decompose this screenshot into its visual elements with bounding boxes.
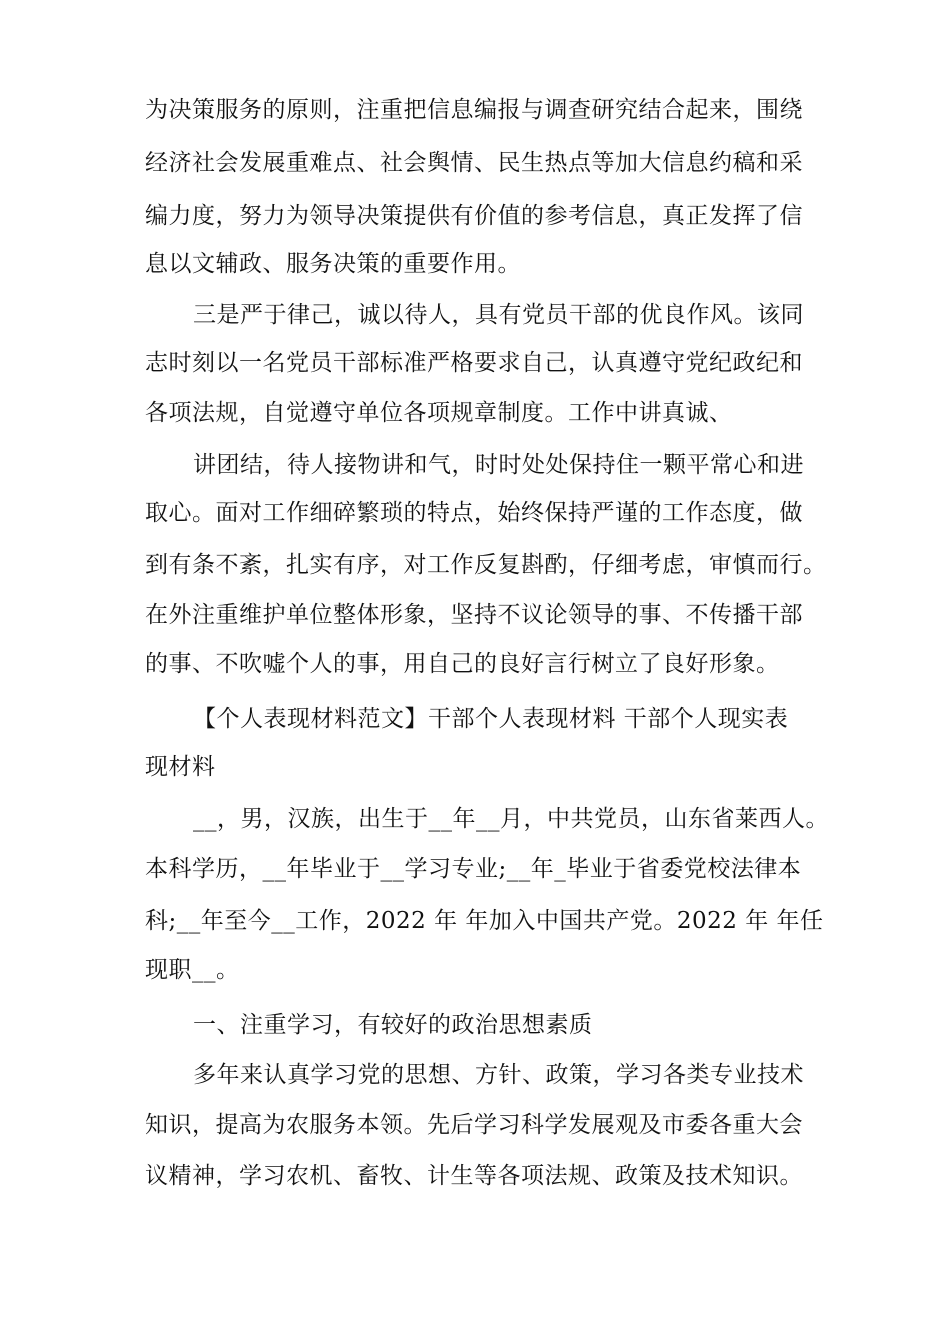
text-line: 取心。面对工作细碎繁琐的特点，始终保持严谨的工作态度，做 (145, 500, 803, 526)
text-line: 知识，提高为农服务本领。先后学习科学发展观及市委各重大会 (145, 1112, 803, 1138)
text-line: 各项法规，自觉遵守单位各项规章制度。工作中讲真诚、 (145, 400, 733, 426)
text-line: 现职__。 (145, 957, 240, 983)
text-line: 经济社会发展重难点、社会舆情、民生热点等加大信息约稿和采 (145, 150, 803, 176)
paragraph-start-line: 三是严于律己，诚以待人，具有党员干部的优良作风。该同 (193, 302, 804, 328)
text-line: 志时刻以一名党员干部标准严格要求自己，认真遵守党纪政纪和 (145, 350, 803, 376)
section-heading-line: 现材料 (145, 754, 216, 780)
heading-line: 一、注重学习，有较好的政治思想素质 (193, 1012, 593, 1038)
text-line: 到有条不紊，扎实有序，对工作反复斟酌，仔细考虑，审慎而行。 (145, 552, 827, 578)
paragraph-start-line: __，男，汉族，出生于__年__月，中共党员，山东省莱西人。 (193, 806, 829, 832)
paragraph-start-line: 讲团结，待人接物讲和气，时时处处保持住一颗平常心和进 (193, 452, 804, 478)
text-line: 议精神，学习农机、畜牧、计生等各项法规、政策及技术知识。 (145, 1163, 803, 1189)
paragraph-start-line: 多年来认真学习党的思想、方针、政策，学习各类专业技术 (193, 1062, 804, 1088)
text-line: 为决策服务的原则，注重把信息编报与调查研究结合起来，围绕 (145, 97, 803, 123)
text-line: 编力度，努力为领导决策提供有价值的参考信息，真正发挥了信 (145, 203, 803, 229)
text-line: 在外注重维护单位整体形象，坚持不议论领导的事、不传播干部 (145, 602, 803, 628)
text-line: 的事、不吹嘘个人的事，用自己的良好言行树立了良好形象。 (145, 651, 780, 677)
section-heading-line: 【个人表现材料范文】干部个人表现材料 干部个人现实表 (193, 706, 789, 732)
text-line: 息以文辅政、服务决策的重要作用。 (145, 251, 521, 277)
text-line: 科;__年至今__工作，2022 年 年加入中国共产党。2022 年 年任 (145, 908, 824, 934)
text-line: 本科学历，__年毕业于__学习专业;__年_毕业于省委党校法律本 (145, 856, 802, 882)
